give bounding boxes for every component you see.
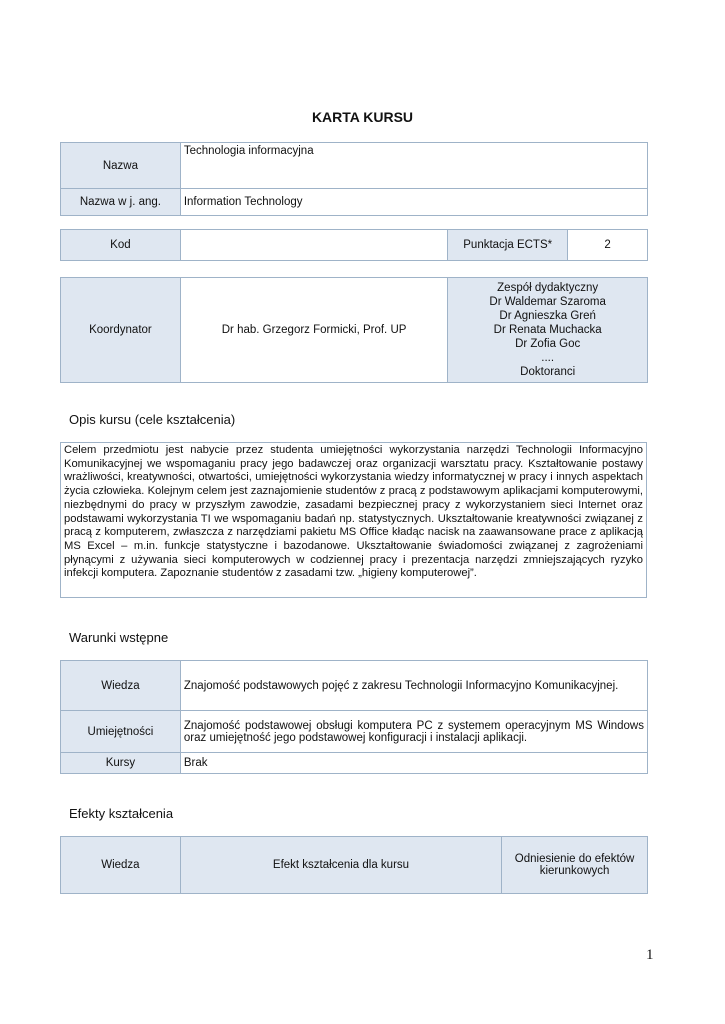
- page-number: 1: [646, 947, 654, 963]
- name-english-label: Nazwa w j. ang.: [61, 189, 181, 216]
- ects-value: 2: [568, 230, 648, 261]
- learning-outcomes-table: [60, 836, 648, 894]
- prereq-knowledge-label: Wiedza: [61, 661, 181, 711]
- outcomes-effect-header: Efekt kształcenia dla kursu: [180, 837, 501, 894]
- prerequisites-table: [60, 660, 648, 774]
- document-title: KARTA KURSU: [311, 109, 414, 125]
- course-description-text: Celem przedmiotu jest nabycie przez studenta umiejętności wykorzystania narzędzi Technologii Informacyjno Komunikacyjnej we wspomaganiu pracy jego badawczej oraz organizacji warsztatu pracy. Kształtowanie postawy wrażliwości, kreatywności, otwartości, umiejętności wykorzystania wiedzy informatycznej w pracy i innych aspektach życia człowieka. Kolejnym celem jest zaznajomienie studentów z pracą z podstawowym aplikacjami komputerowymi, niezbędnymi do pracy w przyszłym zawodzie, zasadami bezpiecznej pracy z wykorzystaniem sieci Internet oraz podstawami wykorzystania TI we wspomaganiu badań np. statystycznych. Ukształtowanie kreatywności związanej z pracą z komputerem, zwłaszcza z narzędziami pakietu MS Office kładąc nacisk na zaawansowane prace z aplikacją MS Excel – m.in. funkcje statystyczne i bazodanowe. Ukształtowanie świadomości związanej z zagrożeniami płynącymi z używania sieci komputerowych w codziennej pracy i prezentacja narzędzi zmniejszających ryzyko infekcji komputera. Zapoznanie studentów z zasadami tzw. „higieny komputerowej”.: [60, 442, 647, 598]
- course-name-table: [60, 142, 648, 216]
- team-line: Dr Renata Muchacka: [493, 324, 602, 336]
- team-line: Dr Waldemar Szaroma: [489, 296, 606, 308]
- outcomes-knowledge-header: Wiedza: [61, 837, 181, 894]
- coordinator-label: Koordynator: [61, 278, 181, 383]
- team-line: Doktoranci: [520, 366, 576, 378]
- prereq-skills-value: Znajomość podstawowej obsługi komputera PC z systemem operacyjnym MS Windows oraz umiejętność jego podstawowej konfiguracji i instalacji aplikacji.: [180, 711, 647, 753]
- prereq-courses-label: Kursy: [61, 753, 181, 774]
- team-line: Dr Agnieszka Greń: [499, 310, 596, 322]
- team-line: ....: [541, 352, 555, 364]
- name-label: Nazwa: [61, 143, 181, 189]
- code-value: [180, 230, 447, 261]
- team-line: Dr Zofia Goc: [515, 338, 581, 350]
- code-label: Kod: [61, 230, 181, 261]
- prereq-knowledge-value: Znajomość podstawowych pojęć z zakresu Technologii Informacyjno Komunikacyjnej.: [180, 661, 647, 711]
- name-english-value: Information Technology: [180, 189, 647, 216]
- prereq-skills-label: Umiejętności: [61, 711, 181, 753]
- prerequisites-heading: Warunki wstępne: [69, 630, 169, 645]
- prereq-courses-value: Brak: [180, 753, 647, 774]
- coordinator-table: [60, 277, 648, 383]
- ects-label: Punktacja ECTS*: [448, 230, 568, 261]
- outcomes-reference-header: Odniesienie do efektów kierunkowych: [502, 837, 648, 894]
- coordinator-value: Dr hab. Grzegorz Formicki, Prof. UP: [180, 278, 447, 383]
- code-table: [60, 229, 648, 261]
- name-value: Technologia informacyjna: [180, 143, 647, 189]
- team-line: Zespół dydaktyczny: [497, 282, 599, 294]
- course-description-heading: Opis kursu (cele kształcenia): [69, 412, 236, 427]
- teaching-team: [448, 278, 648, 383]
- learning-outcomes-heading: Efekty kształcenia: [69, 806, 174, 821]
